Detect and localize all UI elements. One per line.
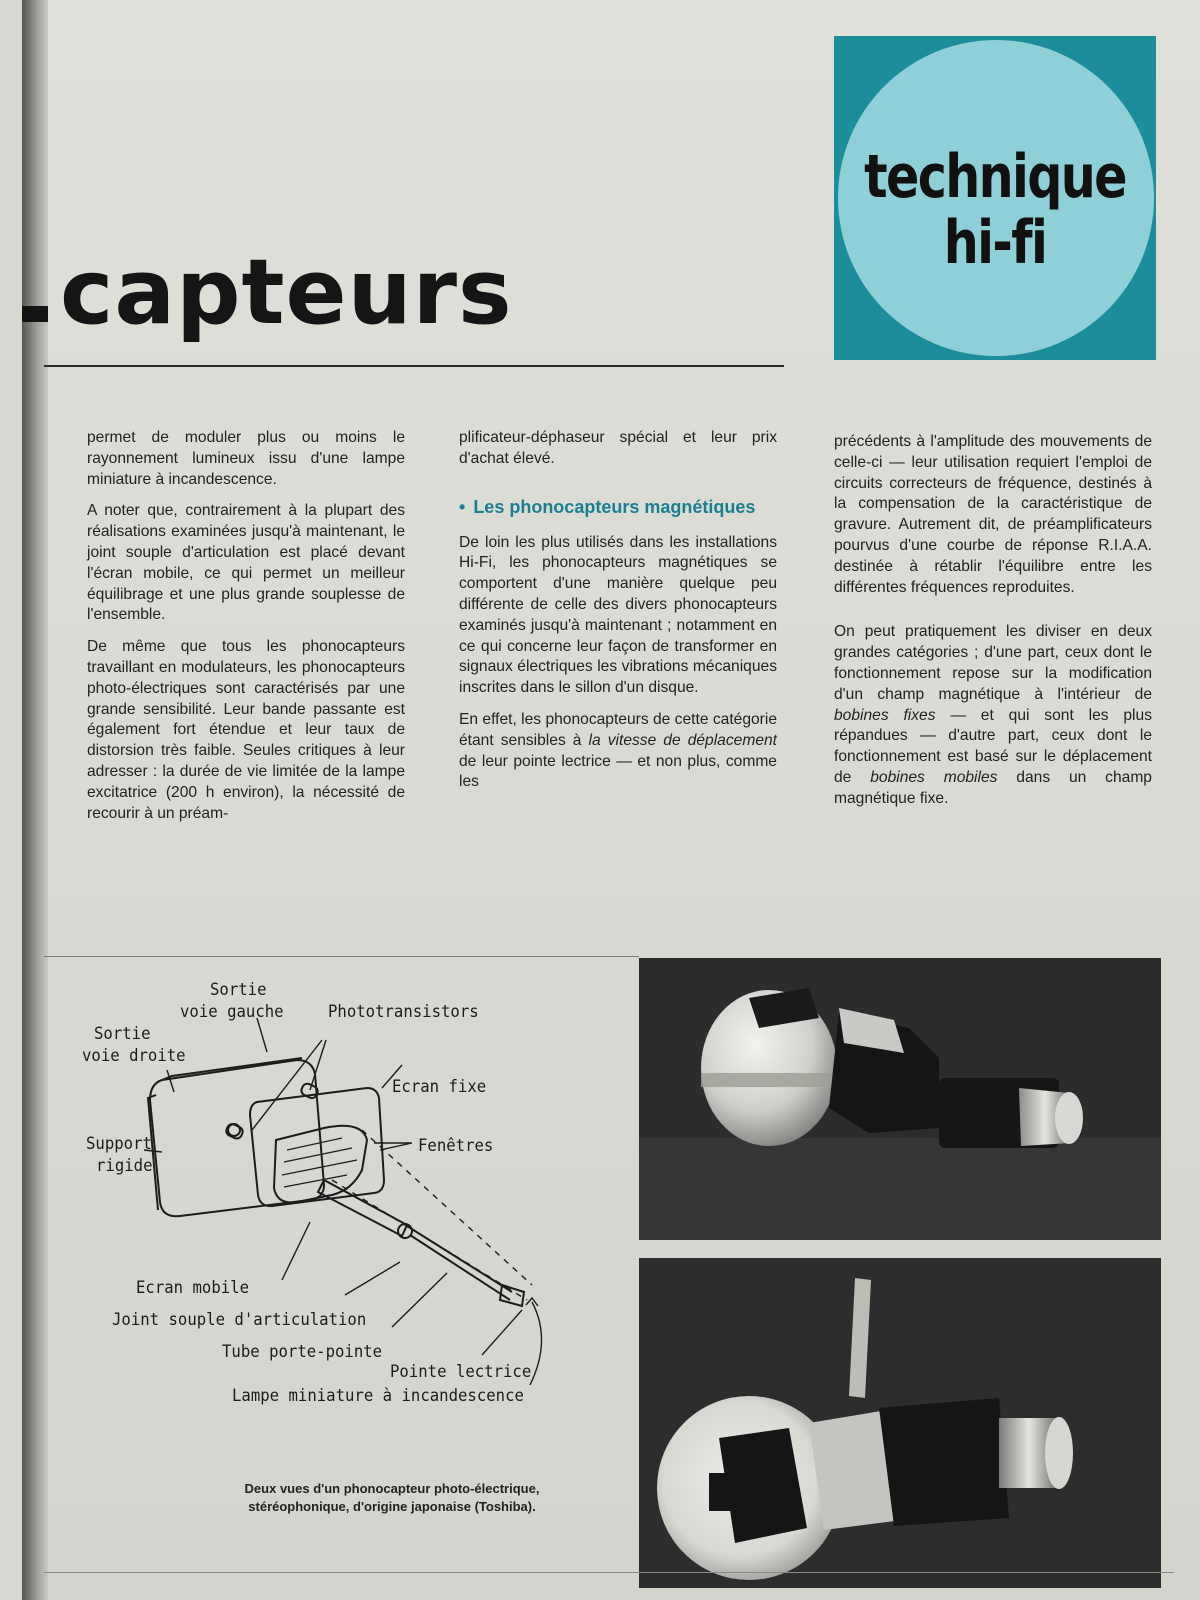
- magazine-page: [22, 0, 1200, 1600]
- text-column-2: [459, 428, 777, 804]
- paragraph: [459, 710, 777, 793]
- caption-line-1: Deux vues d'un phonocapteur photo-électrique,: [244, 1481, 540, 1496]
- title-dash: [22, 306, 48, 322]
- label-joint: Joint souple d'articulation: [112, 1310, 367, 1330]
- photo-1-drawing: [639, 958, 1161, 1240]
- text-run: de leur pointe lectrice — et non plus, comme les: [459, 752, 777, 791]
- section-separator: [44, 956, 639, 957]
- bullet-icon: •: [459, 496, 466, 517]
- paragraph: [834, 622, 1152, 809]
- text-column-1: [87, 428, 405, 835]
- section-subtitle: [459, 494, 777, 521]
- bottom-rule: [44, 1572, 1174, 1573]
- photo-2-drawing: [639, 1258, 1161, 1588]
- figure-caption: [162, 1480, 622, 1516]
- text-run: dans un champ magnétique fixe.: [834, 768, 1152, 807]
- text-run: En effet, les phonocapteurs de cette catégorie étant sensibles à: [459, 710, 777, 749]
- paragraph: précédents à l'amplitude des mouvements de celle-ci — leur utilisation requiert l'emploi de circuits correcteurs de fréquence, destinés à la compensation de la caractéristique de gravure. Autrement dit, de préamplificateurs pourvus d'une courbe de réponse R.I.A.A. destinée à rétablir l'équilibre entre les différentes fréquences reproduites.: [834, 433, 1152, 596]
- italic-run: la vitesse de déplacement: [588, 731, 777, 749]
- paragraph: permet de moduler plus ou moins le rayonnement lumineux issu d'une lampe miniature à incandescence.: [87, 429, 405, 488]
- label-phototransistors: Phototransistors: [328, 1002, 479, 1022]
- title-rule: [44, 365, 784, 367]
- text-run: — et qui sont les plus répandues — d'autre part, ceux dont le fonctionnement est basé sur le déplacement de: [834, 706, 1152, 786]
- paragraph: plificateur-déphaseur spécial et leur prix d'achat élevé.: [459, 429, 777, 467]
- caption-line-2: stéréophonique, d'origine japonaise (Toshiba).: [248, 1499, 536, 1514]
- stylus-tube: [318, 1180, 407, 1236]
- label-voie-gauche: voie gauche: [180, 1002, 284, 1022]
- label-tube: Tube porte-pointe: [222, 1342, 383, 1362]
- badge-line-1: technique: [864, 142, 1126, 212]
- cartridge-photo-1: [639, 958, 1161, 1240]
- label-ecran-fixe: Ecran fixe: [392, 1077, 487, 1097]
- cartridge-diagram: [62, 980, 642, 1440]
- label-voie-droite: voie droite: [82, 1046, 186, 1066]
- badge-line-2: hi-fi: [943, 208, 1047, 278]
- article-title: capteurs: [60, 240, 513, 345]
- label-rigide: rigide: [96, 1156, 153, 1176]
- label-ecran-mobile: Ecran mobile: [136, 1278, 250, 1298]
- subtitle-text: Les phonocapteurs magnétiques: [473, 496, 756, 517]
- paragraph: De loin les plus utilisés dans les installations Hi-Fi, les phonocapteurs magnétiques se comportent d'une manière quelque peu différente de celle des divers phonocapteurs examinés jusqu'à maintenant ; notamment en ce qui concerne leur façon de transformer en signaux électriques les vibrations mécaniques inscrites dans le sillon d'un disque.: [459, 533, 777, 697]
- badge-text: [863, 144, 1127, 276]
- text-run: On peut pratiquement les diviser en deux grandes catégories ; d'une part, ceux dont le fonctionnement repose sur la modification d'un champ magnétique à l'intérieur de: [834, 623, 1152, 703]
- text-column-3: [834, 432, 1152, 821]
- label-pointe: Pointe lectrice: [390, 1362, 532, 1382]
- paragraph: De même que tous les phonocapteurs travaillant en modulateurs, les phonocapteurs photo-électriques sont caractérisés par une grande sensibilité. Leur bande passante est également fort étendue et leur taux de distorsion très faible. Seules critiques à leur adresser : la durée de vie limitée de la lampe excitatrice (200 h environ), la nécessité de recourir à un préam-: [87, 638, 405, 822]
- cartridge-photo-2: [639, 1258, 1161, 1588]
- paragraph: A noter que, contrairement à la plupart des réalisations examinées jusqu'à maintenant, le joint souple d'articulation est placé devant l'écran mobile, ce qui permet un meilleur équilibrage et une plus grande souplesse de l'ensemble.: [87, 502, 405, 624]
- label-fenetres: Fenêtres: [418, 1136, 494, 1156]
- italic-run: bobines fixes: [834, 706, 936, 724]
- label-sortie-droite: Sortie: [94, 1024, 151, 1044]
- italic-run: bobines mobiles: [870, 768, 998, 786]
- section-badge: [834, 36, 1156, 360]
- page-spine-shadow: [22, 0, 48, 1600]
- label-lampe: Lampe miniature à incandescence: [232, 1386, 524, 1406]
- label-sortie-gauche: Sortie: [210, 980, 267, 1000]
- label-support: Support: [86, 1134, 152, 1154]
